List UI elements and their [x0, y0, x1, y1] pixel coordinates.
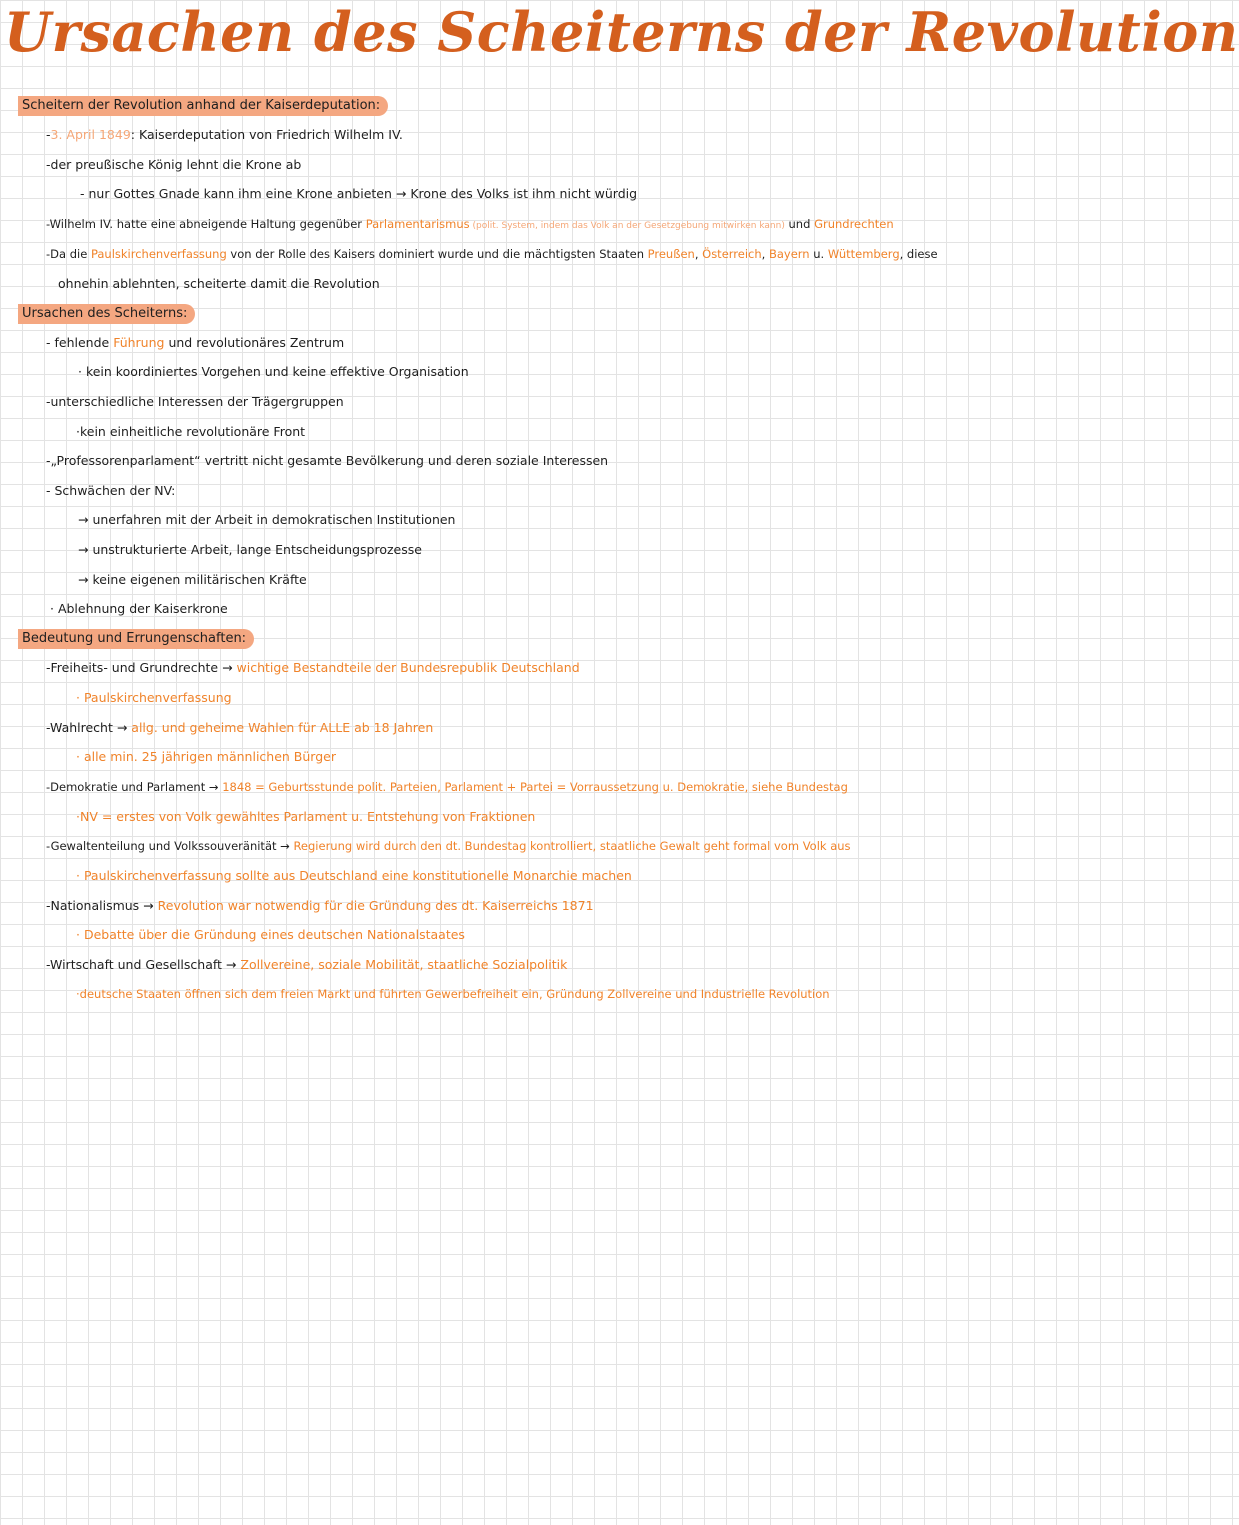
note-line: → unstrukturierte Arbeit, lange Entscheidungsprozesse: [78, 542, 422, 557]
note-line: -Wirtschaft und Gesellschaft → Zollvereine, soziale Mobilität, staatliche Sozialpolitik: [46, 957, 568, 972]
note-line: -der preußische König lehnt die Krone ab: [46, 157, 302, 172]
note-line: -Nationalismus → Revolution war notwendig für die Gründung des dt. Kaiserreichs 1871: [46, 898, 594, 913]
note-line: -unterschiedliche Interessen der Trägergruppen: [46, 394, 344, 409]
note-line: -3. April 1849: Kaiserdeputation von Friedrich Wilhelm IV.: [46, 127, 403, 142]
note-line: · Ablehnung der Kaiserkrone: [50, 601, 228, 616]
note-line: -Wilhelm IV. hatte eine abneigende Haltung gegenüber Parlamentarismus (polit. System, indem das Volk an der Gesetzgebung mitwirken kann) und Grundrechten: [46, 217, 894, 231]
section-heading-kaiserdeputation: Scheitern der Revolution anhand der Kaiserdeputation:: [18, 96, 388, 116]
note-line: -Gewaltenteilung und Volkssouveränität → Regierung wird durch den dt. Bundestag kontrolliert, staatliche Gewalt geht formal vom Volk aus: [46, 839, 851, 853]
note-line: -Da die Paulskirchenverfassung von der Rolle des Kaisers dominiert wurde und die mächtigsten Staaten Preußen, Österreich, Bayern u. Wüttemberg, diese: [46, 247, 938, 261]
section-heading-bedeutung: Bedeutung und Errungenschaften:: [18, 629, 254, 649]
note-line: - Schwächen der NV:: [46, 483, 176, 498]
note-line: · Paulskirchenverfassung sollte aus Deutschland eine konstitutionelle Monarchie machen: [76, 868, 632, 883]
note-line: - nur Gottes Gnade kann ihm eine Krone anbieten → Krone des Volks ist ihm nicht würdig: [80, 186, 638, 201]
note-line: ohnehin ablehnten, scheiterte damit die Revolution: [58, 276, 380, 291]
note-line: → unerfahren mit der Arbeit in demokratischen Institutionen: [78, 512, 456, 527]
note-line: -Demokratie und Parlament → 1848 = Geburtsstunde polit. Parteien, Parlament + Partei = Vorraussetzung u. Demokratie, siehe Bundestag: [46, 780, 848, 794]
page-title: Ursachen des Scheiterns der Revolution: [4, 0, 1239, 64]
note-line: -Freiheits- und Grundrechte → wichtige Bestandteile der Bundesrepublik Deutschland: [46, 660, 580, 675]
note-line: -Wahlrecht → allg. und geheime Wahlen für ALLE ab 18 Jahren: [46, 720, 434, 735]
note-line: · Paulskirchenverfassung: [76, 690, 232, 705]
note-line: ·deutsche Staaten öffnen sich dem freien Markt und führten Gewerbefreiheit ein, Gründung Zollvereine und Industrielle Revolution: [76, 987, 830, 1001]
note-line: → keine eigenen militärischen Kräfte: [78, 572, 307, 587]
note-line: · alle min. 25 jährigen männlichen Bürger: [76, 749, 336, 764]
note-line: · Debatte über die Gründung eines deutschen Nationalstaates: [76, 927, 465, 942]
note-line: ·kein einheitliche revolutionäre Front: [76, 424, 306, 439]
note-line: · kein koordiniertes Vorgehen und keine effektive Organisation: [78, 364, 469, 379]
note-line: -„Professorenparlament“ vertritt nicht gesamte Bevölkerung und deren soziale Interessen: [46, 453, 609, 468]
note-line: ·NV = erstes von Volk gewähltes Parlament u. Entstehung von Fraktionen: [76, 809, 536, 824]
section-heading-ursachen: Ursachen des Scheiterns:: [18, 304, 195, 324]
note-line: - fehlende Führung und revolutionäres Zentrum: [46, 335, 345, 350]
